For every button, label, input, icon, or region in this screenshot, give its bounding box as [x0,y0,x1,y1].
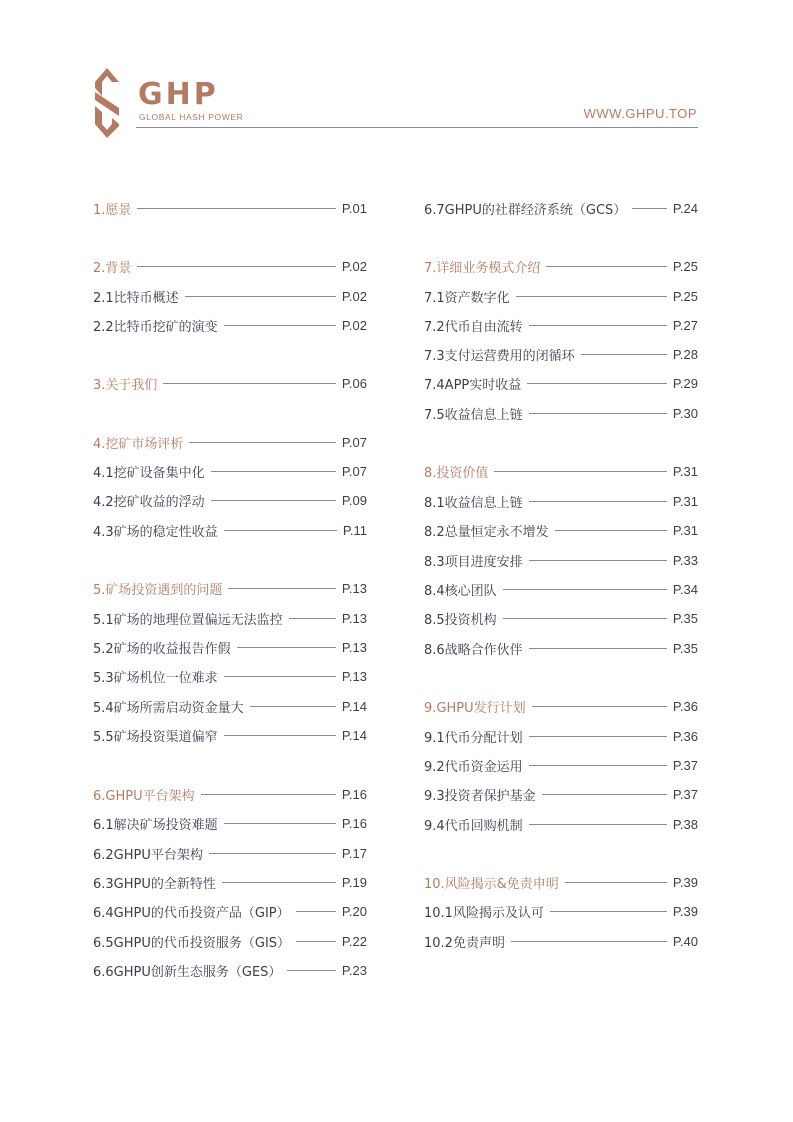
toc-page-number: P.28 [672,346,698,362]
toc-entry-label: 7.5收益信息上链 [424,407,523,423]
toc-page-number: P.13 [341,639,367,655]
toc-page-number: P.31 [672,522,698,538]
toc-entry-label: 10.风险揭示&免责申明 [424,876,559,892]
toc-page-number: P.07 [341,434,367,450]
toc-page-number: P.37 [672,757,698,773]
toc-entry-label: 8.5投资机构 [424,612,497,628]
page-header [0,0,793,140]
toc-leader-line [550,911,667,912]
toc-subsection-entry[interactable] [93,931,367,951]
toc-leader-line [211,471,336,472]
toc-entry-label: 5.矿场投资遇到的问题 [93,582,223,598]
toc-entry-label: 6.GHPU平台架构 [93,788,195,804]
toc-subsection-entry[interactable] [93,490,367,510]
toc-entry-label: 7.详细业务模式介绍 [424,260,541,276]
toc-subsection-entry[interactable] [93,286,367,306]
toc-leader-line [224,676,336,677]
toc-page-number: P.09 [341,492,367,508]
toc-page-number: P.19 [341,874,367,890]
toc-entry-label: 4.3矿场的稳定性收益 [93,524,218,540]
toc-subsection-entry[interactable] [424,726,698,746]
toc-page-number: P.06 [341,375,367,391]
toc-subsection-entry[interactable] [93,843,367,863]
toc-leader-line [237,647,336,648]
toc-leader-line [224,823,336,824]
toc-entry-label: 2.1比特币概述 [93,290,179,306]
toc-entry-label: 1.愿景 [93,202,132,218]
logo-text: GHP [138,77,219,112]
toc-subsection-entry[interactable] [424,901,698,921]
toc-leader-line [494,471,667,472]
toc-leader-line [529,560,667,561]
toc-page-number: P.27 [672,317,698,333]
toc-page-number: P.24 [672,200,698,216]
toc-subsection-entry[interactable] [93,960,367,980]
toc-leader-line [555,530,667,531]
toc-subsection-entry[interactable] [93,872,367,892]
toc-subsection-entry[interactable] [93,901,367,921]
toc-entry-label: 7.1资产数字化 [424,290,510,306]
toc-page-number: P.01 [341,200,367,216]
toc-page-number: P.11 [342,522,367,538]
toc-page-number: P.31 [672,493,698,509]
toc-leader-line [137,208,336,209]
toc-leader-line [546,266,667,267]
toc-entry-label: 8.1收益信息上链 [424,495,523,511]
ghp-logo-icon [92,66,122,138]
toc-leader-line [189,442,336,443]
toc-leader-line [529,501,667,502]
toc-leader-line [503,618,667,619]
toc-entry-label: 8.4核心团队 [424,583,497,599]
toc-subsection-entry[interactable] [93,520,367,540]
toc-leader-line [209,853,336,854]
toc-entry-label: 6.1解决矿场投资难题 [93,817,218,833]
toc-page-number: P.31 [672,463,698,479]
toc-entry-label: 8.3项目进度安排 [424,554,523,570]
toc-page-number: P.02 [341,288,367,304]
toc-page-number: P.37 [672,786,698,802]
toc-section-entry[interactable] [93,578,367,598]
toc-page-number: P.02 [341,258,367,274]
toc-leader-line [516,296,667,297]
toc-page-number: P.38 [672,816,698,832]
toc-entry-label: 5.5矿场投资渠道偏窄 [93,729,218,745]
toc-page-number: P.36 [672,728,698,744]
toc-subsection-entry[interactable] [424,814,698,834]
toc-leader-line [287,970,336,971]
toc-entry-label: 2.背景 [93,260,132,276]
toc-leader-line [511,941,667,942]
toc-entry-label: 6.4GHPU的代币投资产品（GIP） [93,905,290,921]
toc-leader-line [529,765,667,766]
toc-leader-line [137,266,336,267]
toc-subsection-entry[interactable] [424,373,698,393]
toc-leader-line [224,325,336,326]
toc-leader-line [250,706,336,707]
toc-page-number: P.35 [672,640,698,656]
toc-entry-label: 4.挖矿市场评析 [93,436,184,452]
toc-leader-line [527,383,667,384]
toc-subsection-entry[interactable] [424,755,698,775]
toc-entry-label: 4.2挖矿收益的浮动 [93,494,205,510]
toc-subsection-entry[interactable] [424,315,698,335]
toc-entry-label: 10.1风险揭示及认可 [424,905,544,921]
toc-entry-label: 5.3矿场机位一位难求 [93,670,218,686]
toc-entry-label: 9.1代币分配计划 [424,730,523,746]
toc-section-entry[interactable] [93,784,367,804]
toc-page-number: P.39 [672,874,698,890]
toc-page-number: P.14 [341,727,367,743]
toc-page-number: P.23 [341,962,367,978]
toc-subsection-entry[interactable] [93,637,367,657]
toc-leader-line [296,941,336,942]
toc-entry-label: 9.3投资者保护基金 [424,788,536,804]
toc-subsection-entry[interactable] [93,315,367,335]
toc-leader-line [581,354,667,355]
toc-entry-label: 5.2矿场的收益报告作假 [93,641,231,657]
toc-subsection-entry[interactable] [424,198,698,218]
toc-page-number: P.33 [672,552,698,568]
toc-leader-line [632,208,667,209]
toc-subsection-entry[interactable] [424,520,698,540]
toc-page-number: P.22 [341,933,367,949]
toc-section-entry[interactable] [93,432,367,452]
toc-page-number: P.16 [341,815,367,831]
toc-entry-label: 6.6GHPU创新生态服务（GES） [93,964,282,980]
toc-entry-label: 6.7GHPU的社群经济系统（GCS） [424,202,627,218]
toc-subsection-entry[interactable] [424,550,698,570]
toc-page-number: P.20 [341,903,367,919]
toc-leader-line [185,296,336,297]
toc-page-number: P.30 [672,405,698,421]
toc-subsection-entry[interactable] [93,725,367,745]
toc-page-number: P.39 [672,903,698,919]
toc-section-entry[interactable] [93,256,367,276]
toc-entry-label: 9.2代币资金运用 [424,759,523,775]
toc-page-number: P.25 [672,258,698,274]
toc-leader-line [529,325,667,326]
toc-page-number: P.07 [341,463,367,479]
toc-entry-label: 4.1挖矿设备集中化 [93,465,205,481]
toc-subsection-entry[interactable] [93,666,367,686]
toc-page-number: P.17 [341,845,367,861]
toc-page-number: P.02 [341,317,367,333]
toc-leader-line [529,648,667,649]
toc-page-number: P.13 [341,668,367,684]
toc-entry-label: 5.1矿场的地理位置偏远无法监控 [93,612,283,628]
toc-leader-line [532,706,667,707]
toc-section-entry[interactable] [424,256,698,276]
toc-leader-line [296,911,336,912]
toc-subsection-entry[interactable] [424,784,698,804]
toc-page-number: P.16 [341,786,367,802]
toc-leader-line [224,530,337,531]
toc-page-number: P.36 [672,698,698,714]
toc-section-entry[interactable] [93,198,367,218]
toc-entry-label: 7.3支付运营费用的闭循环 [424,348,575,364]
toc-leader-line [529,413,667,414]
toc-subsection-entry[interactable] [93,696,367,716]
toc-page-number: P.13 [341,610,367,626]
toc-entry-label: 8.2总量恒定永不增发 [424,524,549,540]
toc-page-number: P.14 [341,698,367,714]
toc-subsection-entry[interactable] [93,461,367,481]
toc-entry-label: 7.2代币自由流转 [424,319,523,335]
toc-subsection-entry[interactable] [93,813,367,833]
logo-subtitle: GLOBAL HASH POWER [139,112,244,122]
toc-leader-line [503,589,667,590]
toc-leader-line [565,882,667,883]
toc-subsection-entry[interactable] [424,403,698,423]
toc-subsection-entry[interactable] [424,638,698,658]
toc-subsection-entry[interactable] [424,931,698,951]
toc-entry-label: 9.4代币回购机制 [424,818,523,834]
toc-page-number: P.13 [341,580,367,596]
toc-page-number: P.29 [672,375,698,391]
toc-leader-line [529,824,667,825]
toc-entry-label: 10.2免责声明 [424,935,505,951]
toc-subsection-entry[interactable] [93,608,367,628]
toc-leader-line [224,735,336,736]
toc-section-entry[interactable] [424,696,698,716]
toc-entry-label: 9.GHPU发行计划 [424,700,526,716]
toc-entry-label: 7.4APP实时收益 [424,377,522,393]
toc-subsection-entry[interactable] [424,608,698,628]
toc-page-number: P.25 [672,288,698,304]
toc-entry-label: 3.关于我们 [93,377,158,393]
toc-entry-label: 2.2比特币挖矿的演变 [93,319,218,335]
toc-leader-line [201,794,336,795]
toc-subsection-entry[interactable] [424,344,698,364]
toc-leader-line [222,882,336,883]
toc-entry-label: 8.6战略合作伙伴 [424,642,523,658]
toc-entry-label: 6.2GHPU平台架构 [93,847,203,863]
toc-entry-label: 6.3GHPU的全新特性 [93,876,216,892]
toc-entry-label: 6.5GHPU的代币投资服务（GIS） [93,935,291,951]
toc-subsection-entry[interactable] [424,491,698,511]
toc-section-entry[interactable] [424,872,698,892]
toc-leader-line [289,618,336,619]
toc-page-number: P.34 [672,581,698,597]
toc-leader-line [163,383,336,384]
toc-subsection-entry[interactable] [424,579,698,599]
toc-page-number: P.40 [672,933,698,949]
toc-subsection-entry[interactable] [424,286,698,306]
toc-leader-line [542,794,667,795]
toc-section-entry[interactable] [93,373,367,393]
toc-entry-label: 5.4矿场所需启动资金量大 [93,700,244,716]
toc-leader-line [211,500,336,501]
toc-entry-label: 8.投资价值 [424,465,489,481]
site-url[interactable]: WWW.GHPU.TOP [583,106,697,121]
toc-leader-line [529,736,667,737]
toc-leader-line [228,588,336,589]
toc-page-number: P.35 [672,610,698,626]
header-divider [136,127,698,128]
toc-section-entry[interactable] [424,461,698,481]
